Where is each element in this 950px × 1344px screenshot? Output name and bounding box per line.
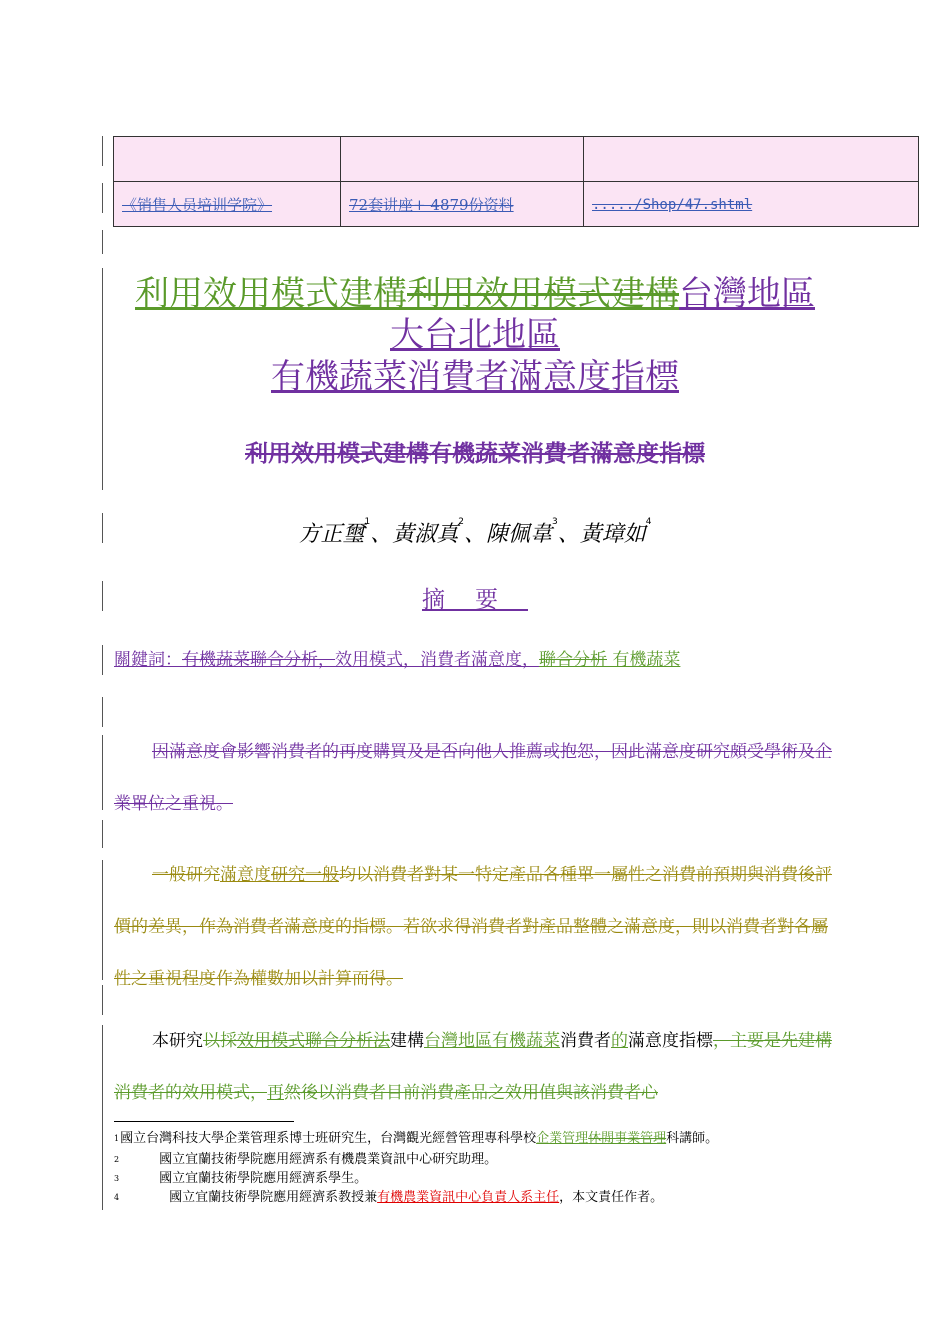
change-bar: [102, 183, 103, 213]
paragraph-text: 建構: [390, 1031, 424, 1051]
author-separator: 、: [557, 522, 580, 547]
deleted-text: 效用模式聯合分析法: [237, 1031, 390, 1051]
author-list: [0, 517, 950, 548]
footnote-inserted: 企業管理: [536, 1131, 589, 1146]
author-footnote-ref: 2: [458, 517, 464, 527]
inserted-text: 的: [611, 1031, 628, 1051]
table-cell: [584, 182, 919, 227]
inserted-text: 再: [267, 1083, 284, 1103]
paragraph-text: 本研究: [152, 1031, 203, 1051]
footnote-text: 國立宜蘭技術學院應用經濟系教授兼: [169, 1190, 378, 1205]
table-cell: [114, 137, 341, 182]
keywords-deleted: 有機蔬菜聯合分析，: [182, 650, 335, 670]
abstract-heading-text: 摘要: [422, 587, 528, 613]
footnote-3: [114, 1170, 367, 1188]
table-row: [114, 182, 919, 227]
deleted-text: ，主要是先建構消費者的效用模式，: [114, 1031, 832, 1103]
footnote-number: 4: [114, 1193, 120, 1202]
footnote-text: 國立台灣科技大學企業管理系博士班研究生，台灣觀光經營管理專科學校: [120, 1131, 537, 1146]
change-bar: [102, 136, 103, 166]
keywords-line: [114, 645, 836, 675]
footnote-4: [114, 1189, 663, 1207]
footnote-1: [114, 1130, 718, 1148]
paragraph-text: 滿意度指標: [628, 1031, 713, 1051]
author-name: 黃淑真: [392, 522, 459, 547]
footnote-text: ，本文責任作者。: [559, 1190, 664, 1205]
keywords-inserted: 有機蔬菜: [607, 650, 681, 670]
inserted-text: 台灣地區有機蔬菜: [424, 1031, 560, 1051]
table-cell: [341, 137, 584, 182]
author-footnote-ref: 1: [364, 517, 371, 527]
author-name: 方正璽: [298, 522, 365, 547]
paragraph-3: [114, 1015, 836, 1119]
title-deleted-text: 利用效用模式建構: [407, 274, 679, 314]
author-separator: 、: [463, 522, 486, 547]
title-region-text: 台灣地區: [679, 274, 815, 314]
footnote-text: 國立宜蘭技術學院應用經濟系學生。: [159, 1171, 368, 1186]
abstract-heading: [0, 581, 950, 614]
footnote-number: 2: [114, 1155, 120, 1164]
deleted-text: 然後以消費者目前消費產品之效用值與該消費者心: [284, 1083, 658, 1103]
author-footnote-ref: 4: [645, 517, 652, 527]
table-cell: [341, 182, 584, 227]
ad-table: [113, 136, 919, 227]
materials-link[interactable]: 72套讲座+ 4879份资料: [349, 195, 514, 214]
author-name: 陳佩韋: [486, 522, 553, 547]
change-bar: [102, 697, 103, 727]
paragraph-2: [114, 849, 836, 1005]
author-separator: 、: [370, 522, 393, 547]
footnote-2: [114, 1151, 497, 1169]
paragraph-text: 均以消費者對某一特定產品各種單一屬性之消費前預期與消費後評價的差異，作為消費者滿意度的指標。若欲求得消費者對產品整體之滿意度，則以消費者對各屬性之重視程度作為權數加以計算而得。: [114, 865, 832, 989]
author-name: 黃璋如: [579, 522, 646, 547]
footnote-text: 國立宜蘭技術學院應用經濟系有機農業資訊中心研究助理。: [159, 1152, 498, 1167]
keywords-label: 關鍵詞：: [114, 650, 182, 670]
deleted-text: 一般研究: [152, 865, 220, 885]
course-link[interactable]: 《销售人员培训学院》: [122, 195, 273, 214]
title-line-3: [0, 356, 950, 398]
title-inserted-text: 利用效用模式建構: [135, 274, 407, 314]
table-row: [114, 137, 919, 182]
footnote-text: 科講師。: [666, 1131, 719, 1146]
table-cell: [114, 182, 341, 227]
change-bar: [102, 645, 103, 675]
footnote-number: 1: [114, 1134, 120, 1143]
title-topic-text: 有機蔬菜消費者滿意度指標: [271, 357, 679, 397]
change-bar: [102, 985, 103, 1015]
deleted-text: 研究一般: [271, 865, 339, 885]
shop-url-link[interactable]: ...../Shop/47.shtml: [592, 197, 753, 213]
keywords-text: 效用模式，消費者滿意度，: [335, 650, 539, 670]
title-line-2: [0, 314, 950, 356]
author-footnote-ref: 3: [552, 517, 558, 527]
change-bar: [102, 735, 103, 810]
paragraph-text: 因滿意度會影響消費者的再度購買及是否向他人推薦或抱怨，因此滿意度研究頗受學術及企業單位之重視。: [114, 742, 832, 814]
title-city-text: 大台北地區: [390, 315, 560, 355]
change-bar: [102, 820, 103, 848]
inserted-text: 滿意度: [220, 865, 271, 885]
subtitle-text: 利用效用模式建構有機蔬菜消費者滿意度指標: [245, 441, 705, 467]
footnote-separator: [114, 1121, 294, 1122]
change-bar: [102, 230, 103, 254]
change-bar: [102, 1025, 103, 1210]
footnote-inserted: 有機農業資訊中心負責人系主任: [377, 1190, 560, 1205]
footnote-deleted: 休閒事業管理: [588, 1131, 667, 1146]
change-bar: [102, 860, 103, 980]
table-cell: [584, 137, 919, 182]
keywords-deleted: 聯合分析: [539, 650, 607, 670]
deleted-text: 以採: [203, 1031, 237, 1051]
paragraph-text: 消費者: [560, 1031, 611, 1051]
paragraph-1: [114, 726, 836, 830]
title-line-1: [0, 273, 950, 315]
footnote-number: 3: [114, 1174, 120, 1183]
subtitle: [0, 435, 950, 468]
